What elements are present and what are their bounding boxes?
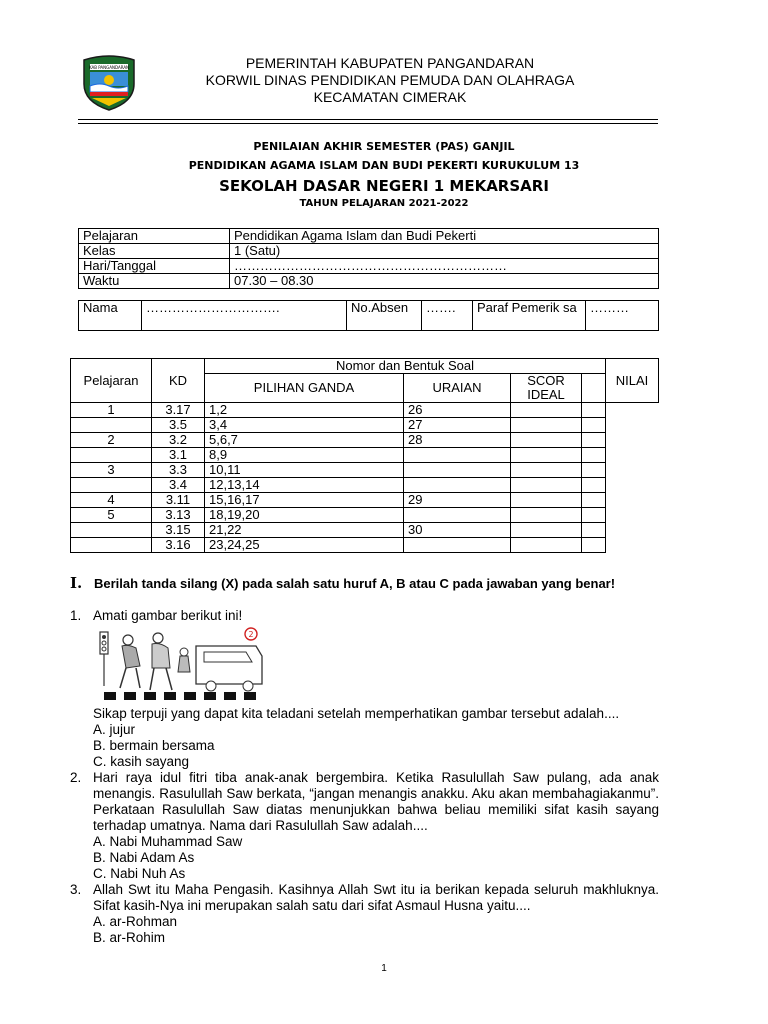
sign-number: 2 xyxy=(248,630,254,639)
zebra-crossing-illustration xyxy=(96,626,266,702)
pel-cell xyxy=(71,448,152,463)
uraian-cell xyxy=(404,478,511,493)
header-kd: KD xyxy=(152,359,205,403)
q1-text: Amati gambar berikut ini! xyxy=(93,608,243,623)
header-nomor: Nomor dan Bentuk Soal xyxy=(205,359,606,374)
q1-option-a[interactable]: A. jujur xyxy=(93,722,136,737)
skor-cell xyxy=(511,493,582,508)
year-title: TAHUN PELAJARAN 2021-2022 xyxy=(299,198,469,209)
uraian-cell: 27 xyxy=(404,418,511,433)
header-uraian: URAIAN xyxy=(404,374,511,403)
header-pelajaran: Pelajaran xyxy=(71,359,152,403)
skor-cell xyxy=(511,508,582,523)
skor-cell xyxy=(511,478,582,493)
letterhead-line-3: KECAMATAN CIMERAK xyxy=(313,89,467,105)
pg-cell: 5,6,7 xyxy=(205,433,404,448)
info-label: Waktu xyxy=(79,274,230,289)
nilai-cell xyxy=(582,493,606,508)
header-pg: PILIHAN GANDA xyxy=(205,374,404,403)
nilai-cell xyxy=(582,403,606,418)
info-label: Kelas xyxy=(79,244,230,259)
info-row xyxy=(79,244,659,259)
table-row xyxy=(71,538,659,553)
pg-cell: 23,24,25 xyxy=(205,538,404,553)
name-field[interactable]: …………………………. xyxy=(142,301,347,331)
pg-cell: 21,22 xyxy=(205,523,404,538)
uraian-cell: 29 xyxy=(404,493,511,508)
uraian-cell xyxy=(404,508,511,523)
pel-cell xyxy=(71,523,152,538)
info-row xyxy=(79,259,659,274)
table-row xyxy=(71,493,659,508)
info-value: ……………………………………………………… xyxy=(230,259,659,274)
pel-cell: 4 xyxy=(71,493,152,508)
pel-cell: 5 xyxy=(71,508,152,523)
letterhead-rule-thin xyxy=(78,123,658,124)
skor-cell xyxy=(511,523,582,538)
pg-cell: 15,16,17 xyxy=(205,493,404,508)
skor-cell xyxy=(511,448,582,463)
info-value: 1 (Satu) xyxy=(230,244,659,259)
header-nilai: NILAI xyxy=(606,359,659,403)
q1-number: 1. xyxy=(70,608,82,623)
uraian-cell xyxy=(404,448,511,463)
skor-cell xyxy=(511,463,582,478)
kd-header-row xyxy=(71,359,659,374)
pel-cell xyxy=(71,478,152,493)
pel-cell xyxy=(71,538,152,553)
kd-cell: 3.16 xyxy=(152,538,205,553)
info-value: 07.30 – 08.30 xyxy=(230,274,659,289)
letterhead-line-1: PEMERINTAH KABUPATEN PANGANDARAN xyxy=(245,55,535,71)
kd-cell: 3.15 xyxy=(152,523,205,538)
absen-label: No.Absen xyxy=(347,301,422,331)
header-skor: SCOR IDEAL xyxy=(511,374,582,403)
school-title: SEKOLAH DASAR NEGERI 1 MEKARSARI xyxy=(219,177,549,195)
nilai-cell xyxy=(582,418,606,433)
nilai-cell xyxy=(582,523,606,538)
name-label: Nama xyxy=(79,301,142,331)
skor-cell xyxy=(511,403,582,418)
nilai-cell xyxy=(582,538,606,553)
q1-option-b[interactable]: B. bermain bersama xyxy=(93,738,215,753)
info-label: Hari/Tanggal xyxy=(79,259,230,274)
pg-cell: 18,19,20 xyxy=(205,508,404,523)
uraian-cell xyxy=(404,463,511,478)
nilai-cell xyxy=(582,433,606,448)
q3-option-b[interactable]: B. ar-Rohim xyxy=(93,930,166,945)
identity-table xyxy=(78,300,659,331)
kd-cell: 3.17 xyxy=(152,403,205,418)
skor-cell xyxy=(511,433,582,448)
q2-number: 2. xyxy=(70,770,82,785)
q2-option-c[interactable]: C. Nabi Nuh As xyxy=(93,866,186,881)
kd-cell: 3.5 xyxy=(152,418,205,433)
pg-cell: 10,11 xyxy=(205,463,404,478)
kd-cell: 3.1 xyxy=(152,448,205,463)
info-row xyxy=(79,274,659,289)
skor-cell xyxy=(511,538,582,553)
nilai-cell xyxy=(582,478,606,493)
pg-cell: 3,4 xyxy=(205,418,404,433)
table-row xyxy=(71,403,659,418)
kd-cell: 3.13 xyxy=(152,508,205,523)
uraian-cell: 26 xyxy=(404,403,511,418)
q2-option-b[interactable]: B. Nabi Adam As xyxy=(93,850,195,865)
letterhead-rule-thick xyxy=(78,119,658,120)
table-row xyxy=(71,433,659,448)
regency-logo xyxy=(78,54,140,112)
pg-cell: 8,9 xyxy=(205,448,404,463)
q1-prompt: Sikap terpuji yang dapat kita teladani setelah memperhatikan gambar tersebut adalah.... xyxy=(93,706,620,721)
subject-title: PENDIDIKAN AGAMA ISLAM DAN BUDI PEKERTI KURUKULUM 13 xyxy=(188,159,580,172)
kd-cell: 3.2 xyxy=(152,433,205,448)
info-table xyxy=(78,228,659,289)
identity-row xyxy=(79,301,659,331)
paraf-field[interactable]: ……… xyxy=(586,301,659,331)
nilai-cell xyxy=(582,463,606,478)
q2-option-a[interactable]: A. Nabi Muhammad Saw xyxy=(93,834,243,849)
info-row xyxy=(79,229,659,244)
q3-number: 3. xyxy=(70,882,82,897)
exam-title: PENILAIAN AKHIR SEMESTER (PAS) GANJIL xyxy=(253,140,515,153)
info-value: Pendidikan Agama Islam dan Budi Pekerti xyxy=(230,229,659,244)
q3-text: Allah Swt itu Maha Pengasih. Kasihnya Allah Swt itu ia berikan kepada seluruh makhluknya. Sifat kasih-Nya ini merupakan salah satu dari sifat Asmaul Husna yaitu.... xyxy=(93,882,659,913)
kd-cell: 3.3 xyxy=(152,463,205,478)
section-numeral: I. xyxy=(70,574,83,592)
paraf-label: Paraf Pemerik sa xyxy=(473,301,586,331)
table-row xyxy=(71,448,659,463)
table-row xyxy=(71,478,659,493)
pel-cell: 1 xyxy=(71,403,152,418)
nilai-cell xyxy=(582,508,606,523)
nilai-cell xyxy=(582,448,606,463)
q1-option-c[interactable]: C. kasih sayang xyxy=(93,754,190,769)
q2-text: Hari raya idul fitri tiba anak-anak bergembira. Ketika Rasulullah Saw pulang, ada anak menangis. Rasulullah Saw berkata, “jangan menangis anakku. Aku akan membahagiakanmu”. Perkataan Rasulullah Saw diatas menunjukkan bahwa beliau memiliki sifat kasih sayang terhadap umatnya. Nama dari Rasulullah Saw adalah.... xyxy=(93,770,659,833)
svg-text:KAB PANGANDARAN: KAB PANGANDARAN xyxy=(88,65,130,70)
pg-cell: 1,2 xyxy=(205,403,404,418)
page-number: 1 xyxy=(381,963,387,974)
kd-table xyxy=(70,358,659,553)
uraian-cell xyxy=(404,538,511,553)
table-row xyxy=(71,463,659,478)
table-row xyxy=(71,508,659,523)
kd-cell: 3.4 xyxy=(152,478,205,493)
table-row xyxy=(71,418,659,433)
letterhead-line-2: KORWIL DINAS PENDIDIKAN PEMUDA DAN OLAHRAGA xyxy=(205,72,575,88)
uraian-cell: 30 xyxy=(404,523,511,538)
uraian-cell: 28 xyxy=(404,433,511,448)
section-instruction: Berilah tanda silang (X) pada salah satu huruf A, B atau C pada jawaban yang benar! xyxy=(94,576,616,591)
info-label: Pelajaran xyxy=(79,229,230,244)
skor-cell xyxy=(511,418,582,433)
pel-cell xyxy=(71,418,152,433)
table-row xyxy=(71,523,659,538)
pg-cell: 12,13,14 xyxy=(205,478,404,493)
pel-cell: 2 xyxy=(71,433,152,448)
pel-cell: 3 xyxy=(71,463,152,478)
q3-option-a[interactable]: A. ar-Rohman xyxy=(93,914,178,929)
absen-field[interactable]: ……. xyxy=(422,301,473,331)
kd-cell: 3.11 xyxy=(152,493,205,508)
